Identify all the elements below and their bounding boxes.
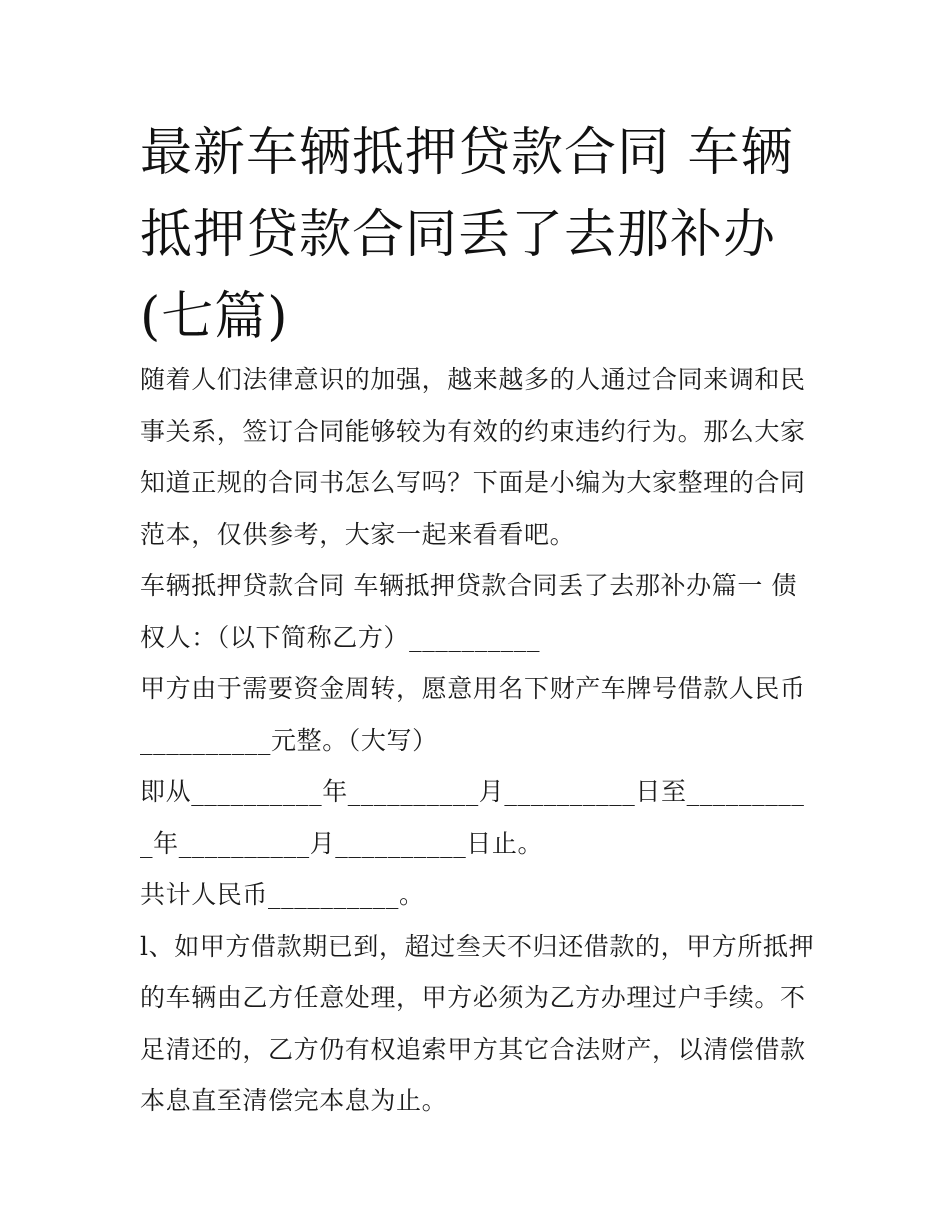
document-body: [140, 354, 816, 1127]
clause-1-paragraph: l、如甲方借款期已到，超过叁天不归还借款的，甲方所抵押的车辆由乙方任意处理，甲方必须为乙方办理过户手续。不足清还的，乙方仍有权追索甲方其它合法财产，以清偿借款本息直至清偿完本息为止。: [140, 931, 815, 1115]
document-title: 最新车辆抵押贷款合同 车辆抵押贷款合同丢了去那补办(七篇): [140, 123, 794, 347]
loan-amount-paragraph: 甲方由于需要资金周转，愿意用名下财产车牌号借款人民币__________元整。（大写）: [140, 674, 806, 755]
loan-period-paragraph: 即从__________年__________月__________日至__________年__________月__________日止。: [140, 777, 805, 858]
total-amount-paragraph: 共计人民币__________。: [140, 880, 425, 909]
intro-paragraph: 随着人们法律意识的加强，越来越多的人通过合同来调和民事关系，签订合同能够较为有效的约束违约行为。那么大家知道正规的合同书怎么写吗？下面是小编为大家整理的合同范本，仅供参考，大家一起来看看吧。: [140, 365, 806, 549]
contract-heading-paragraph: 车辆抵押贷款合同 车辆抵押贷款合同丢了去那补办篇一 债权人：（以下简称乙方）__________: [140, 571, 798, 652]
